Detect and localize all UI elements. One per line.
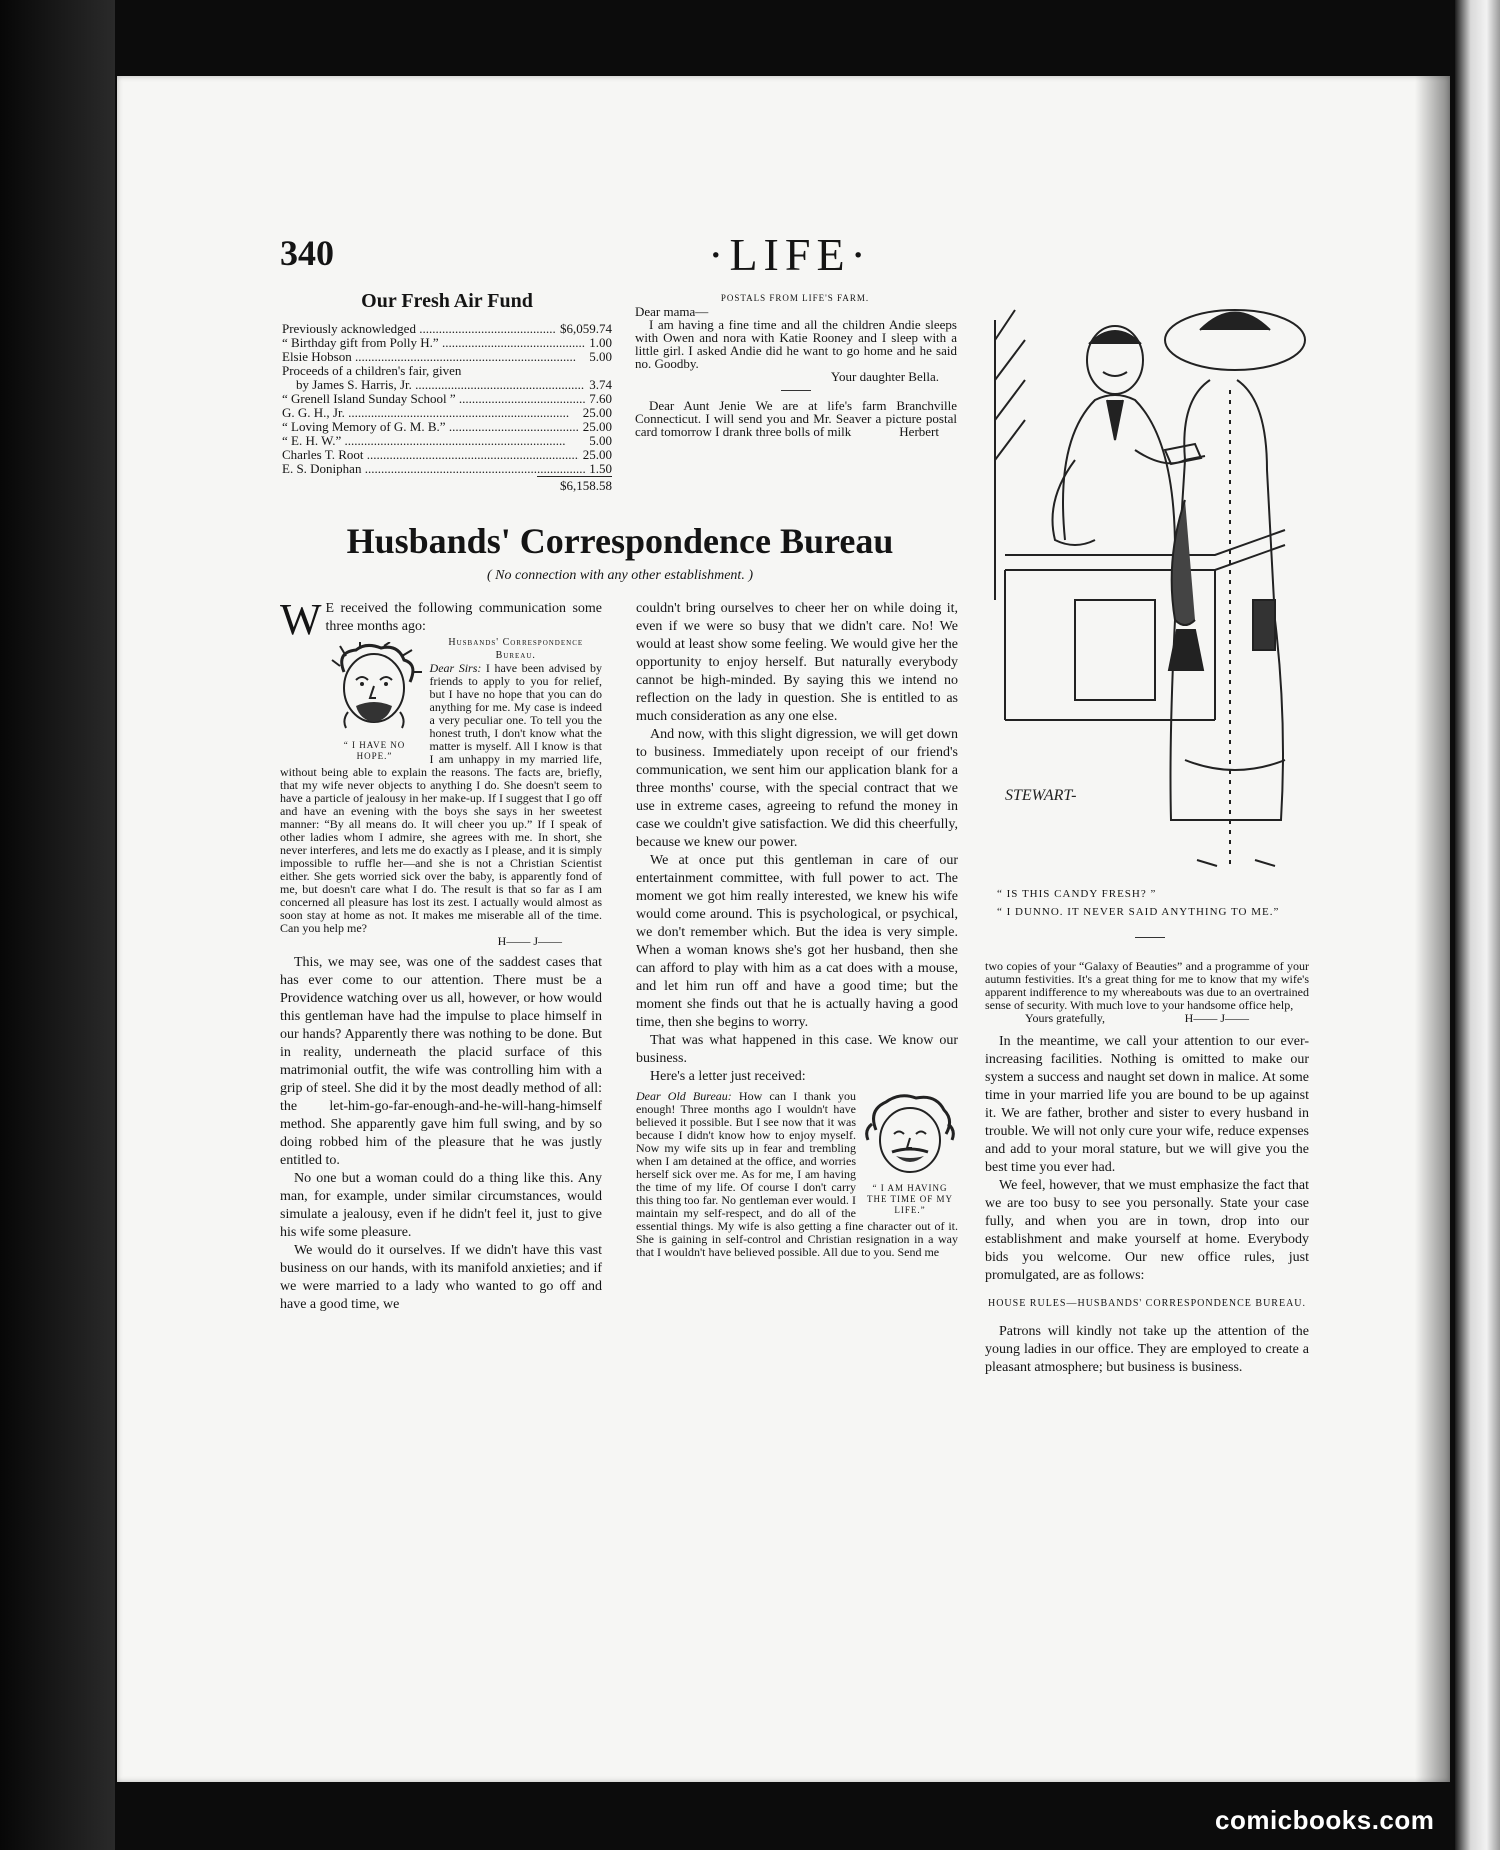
letter-1-body: Dear Sirs: I have been advised by friends to apply to you for relief, but I have no hope that you can do anything for me. My case is indeed a very peculiar one. To tell you the honest truth, I don't know what the matter is myself. All I know is that I am unhappy in my married life, without being able to explain the reasons. The facts are, briefly, that my wife never objects to anything I do. She doesn't seem to have a particle of jealousy in her make-up. If I suggest that I go off and have an evening with the boys she says in her sweetest manner: “By all means do. It will cheer you up.” If I speak of other ladies whom I admire, she agrees with me. In short, she never interferes, and lets me do exactly as I please, and it is simply impossible to ruffle her—and she is not a Christian Scientist either. She gets worried sick over the baby, is apparently fond of me, but doesn't care what I do. The result is that so far as I am concerned all pleasure has lost its zest. I actually would almost as soon stay at home as not. It makes me miserable all of the time. Can you help me? (280, 661, 602, 935)
cartoon-caption-line-2: “ I DUNNO. IT NEVER SAID ANYTHING TO ME.” (997, 906, 1280, 918)
fund-row-amount: 25.00 (582, 447, 612, 462)
happy-man-illustration (862, 1094, 958, 1180)
cartoon-caption-line-1: “ IS THIS CANDY FRESH? ” (997, 888, 1157, 900)
fund-row-label: Proceeds of a children's fair, given (282, 363, 462, 378)
fund-row-label: Elsie Hobson ..... (282, 350, 585, 364)
article-column-2 (636, 600, 958, 1259)
fund-row (282, 448, 612, 462)
fund-row (282, 406, 612, 420)
fund-row-label: “ Loving Memory of G. M. B.” ..... (282, 420, 579, 434)
col2-para3: We at once put this gentleman in care of our entertainment committee, with full power to act. The moment we got him really interested, we knew his wife would come around. This is psychological, or psychical, we don't remember which. But the idea is very simple. When a woman knows she's got her husband, then she can afford to play with him as a cat does with a mouse, and let him run off and have a good time; but the moment she finds out that he is actually having a good time, then she begins to worry. (636, 853, 958, 1030)
gutter-shadow (1415, 76, 1450, 1782)
drop-cap: W (280, 595, 322, 644)
fund-row-label: “ Birthday gift from Polly H.” ..... (282, 336, 585, 350)
fund-row (282, 378, 612, 392)
col1-intro: W E received the following communication some three months ago: (280, 595, 602, 644)
portrait-time-of-life (862, 1094, 958, 1216)
postal2-body: Dear Aunt Jenie We are at life's farm Branchville Connecticut. I will send you and Mr. Seaver a picture postal card tomorrow I drank three bolls of milk (635, 398, 957, 439)
scan-edge-right (1455, 0, 1500, 1850)
artist-signature: STEWART- (1005, 787, 1077, 804)
fund-row (282, 392, 612, 406)
letter-2-continuation: two copies of your “Galaxy of Beauties” and a programme of your autumn festivities. It's a great thing for me to know that my wife's apparent indifference to my whereabouts was due to an overtrained sense of security. With much love to your handsome office help, (985, 959, 1309, 1012)
cartoon-divider (1135, 937, 1165, 938)
fund-row (282, 420, 612, 434)
postal-divider (781, 390, 811, 391)
col2-para4: That was what happened in this case. We know our business. (636, 1033, 958, 1066)
page-number: 340 (280, 233, 334, 273)
fund-row (282, 350, 612, 364)
article-headline: Husbands' Correspondence Bureau (346, 521, 894, 561)
article-column-3 (985, 960, 1309, 1377)
fund-row-label: Previously acknowledged ..... (282, 322, 556, 336)
fund-row (282, 462, 612, 476)
candy-counter-cartoon (985, 300, 1315, 875)
postal1-body: I am having a fine time and all the children Andie sleeps with Owen and nora with Katie Rooney and I sleep with a little girl. I asked Andie did he want to go home and he said no. Goodby. (635, 317, 957, 371)
fund-row-amount: 1.50 (589, 461, 612, 476)
fund-row-label: E. S. Doniphan ..... (282, 462, 585, 476)
postal2-signature: Herbert (899, 424, 939, 439)
col3-para2: We feel, however, that we must emphasize the fact that we are too busy to see you personally. State your case fully, and when you are in town, drop into our establishment and make yourself at home. Everybody bids you welcome. Our new office rules, just promulgated, are as follows: (985, 1178, 1309, 1283)
cartoon-caption (985, 885, 1315, 946)
fund-row (282, 322, 612, 336)
fund-row-amount: 5.00 (589, 433, 612, 448)
house-rules-heading: HOUSE RULES—HUSBANDS' CORRESPONDENCE BUREAU. (987, 1298, 1307, 1309)
fund-total: $6,158.58 (537, 476, 612, 493)
masthead: ·LIFE· (708, 229, 872, 280)
letter-2-close: Yours gratefully, (1025, 1011, 1105, 1025)
fund-row-label: by James S. Harris, Jr. ..... (282, 378, 585, 392)
fund-row-amount: 25.00 (582, 405, 612, 420)
article-subhead: ( No connection with any other establishment. ) (487, 568, 753, 583)
fund-row (282, 336, 612, 350)
letter-2-signature: H—— J—— (1184, 1011, 1249, 1025)
article-column-1 (280, 595, 602, 1314)
letter-1-signature: H—— J—— (497, 934, 562, 948)
portrait-no-hope (326, 642, 424, 762)
fund-title: Our Fresh Air Fund (361, 290, 533, 312)
col2-para5: Here's a letter just received: (650, 1069, 806, 1084)
fund-row-amount: 1.00 (589, 335, 612, 350)
watermark: comicbooks.com (1215, 1805, 1435, 1835)
col1-para3: We would do it ourselves. If we didn't have this vast business on our hands, with its manifold anxieties; and if we were married to a lady who wanted to go off and have a good time, we (280, 1243, 602, 1312)
fund-row-amount: 7.60 (589, 391, 612, 406)
letter-2 (636, 1090, 958, 1259)
fund-row-label: “ E. H. W.” ..... (282, 434, 585, 448)
fund-row (282, 434, 612, 448)
col2-para2: And now, with this slight digression, we will get down to business. Immediately upon receipt of our friend's communication, we sent him our application blank for a three months' course, with the special contract that we use in extreme cases, agreeing to refund the money in case we couldn't give satisfaction. We did this cheerfully, because we knew our power. (636, 727, 958, 850)
postal1-salutation: Dear mama— (635, 304, 709, 319)
col3-para1: In the meantime, we call your attention to our ever-increasing facilities. Nothing is omitted to make our system a success and naught set down in malice. At some time in your married life you are bound to be up against it. We are father, brother and sister to every husband in trouble. We will not only cure your wife, reduce expenses and add to your moral stature, but we will give you the best time you ever had. (985, 1034, 1309, 1175)
fund-rows (282, 322, 612, 476)
fund-row-label: G. G. H., Jr. ..... (282, 406, 579, 420)
fund-row-amount: $6,059.74 (560, 321, 612, 336)
fund-row-label: “ Grenell Island Sunday School ” ..... (282, 392, 585, 406)
col2-para1: couldn't bring ourselves to cheer her on while doing it, even if we were so busy that we didn't care. No! We would at least show some feeling. We would give her the opportunity to enjoy herself. But naturally everybody cannot be high-minded. By saying this we intend no reflection on the lady in question. She is entitled to as much consideration as any one else. (636, 601, 958, 724)
cartoon-illustration (985, 300, 1315, 875)
portrait-caption-time-of-life: “ I AM HAVING THE TIME OF MY LIFE.” (866, 1183, 954, 1215)
fund-row-amount: 3.74 (589, 377, 612, 392)
postal1-signature: Your daughter Bella. (830, 369, 939, 384)
fund-row-label: Charles T. Root ..... (282, 448, 579, 462)
postals-heading: POSTALS FROM LIFE'S FARM. (720, 293, 870, 303)
fund-row (282, 364, 612, 378)
fund-row-amount: 5.00 (589, 349, 612, 364)
scan-edge-left (0, 0, 115, 1850)
letter-2-body: Dear Old Bureau: How can I thank you enough! Three months ago I wouldn't have believed it possible. But I see now that it was because I didn't know how to enjoy myself. Now my wife sits up in fear and trembling when I am detained at the office, and worries herself sick over me. As for me, I am having the time of my life. Of course I don't carry this thing too far. No gentleman ever would. I maintain my self-respect, and do all of the essential things. My wife is also getting a fine character out of it. She is gaining in self-control and Christian resignation in a way that I wouldn't have believed possible. All due to you. Send me (636, 1089, 958, 1259)
col1-para1: This, we may see, was one of the saddest cases that has ever come to our attention. There must be a Providence watching over us all, however, or how would this gentleman have had the impulse to place himself in our hands? Apparently there was nothing to be done. But in reality, underneath the placid surface of this matrimonial outfit, the wife was controlling him with a grip of steel. She did it by the most deadly method of all: the let-him-go-far-enough-and-he-will-hang-himself method. She apparently gave him full swing, and by so doing robbed him of the pleasure that he was justly entitled to. (280, 955, 602, 1168)
postals-text (635, 305, 957, 438)
fund-row-amount (608, 364, 612, 378)
hopeless-man-illustration (326, 642, 424, 734)
portrait-caption-no-hope: “ I HAVE NO HOPE.” (343, 740, 406, 761)
fund-row-amount: 25.00 (582, 419, 612, 434)
fund-table (282, 322, 612, 493)
col1-para2: No one but a woman could do a thing like this. Any man, for example, under similar circumstances, would simulate a jealousy, even if he didn't feel it, just to give his wife some pleasure. (280, 1171, 602, 1240)
col3-para3: Patrons will kindly not take up the attention of the young ladies in our office. They are employed to create a pleasant atmosphere; but business is business. (985, 1324, 1309, 1375)
letter-2-continued (985, 960, 1309, 1025)
bureau-heading: Husbands' Correspondence Bureau. (448, 637, 584, 661)
